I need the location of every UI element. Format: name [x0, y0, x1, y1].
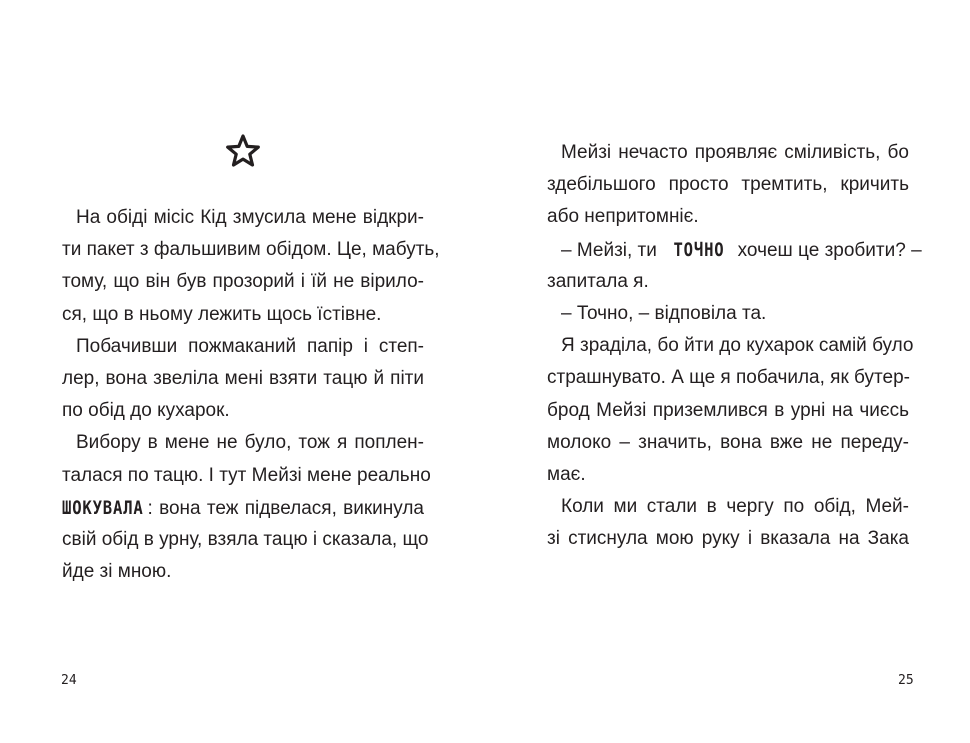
- shock-line-rest: : вона теж підвелася, викинула: [147, 497, 424, 519]
- text-line: по обід до кухарок.: [62, 400, 230, 422]
- text-line: запитала я.: [547, 270, 649, 292]
- text-line: Побачивши пожмаканий папір і степ-: [76, 335, 424, 357]
- right-page: [485, 0, 970, 743]
- text-line: молоко – значить, вона вже не переду-: [547, 431, 909, 453]
- star-icon: [225, 133, 261, 169]
- right-body-text: [547, 137, 922, 555]
- text-line: талася по тацю. І тут Мейзі мене реально: [62, 464, 431, 486]
- text-line: ся, що в ньому лежить щось їстівне.: [62, 303, 382, 325]
- text-line: зі стиснула мою руку і вказала на Зака: [547, 528, 909, 550]
- text-line: Мейзі нечасто проявляє сміливість, бо: [561, 142, 909, 163]
- text-line: лер, вона звеліла мені взяти тацю й піти: [62, 367, 424, 389]
- text-line: Я зраділа, бо йти до кухарок самій було: [561, 335, 914, 357]
- text-line: страшнувато. А ще я побачила, як бутер-: [547, 367, 910, 389]
- text-line: або непритомніє.: [547, 206, 699, 228]
- text-line: йде зі мною.: [62, 561, 172, 583]
- text-line: На обіді місіс Кід змусила мене відкри-: [76, 207, 424, 228]
- text-line: брод Мейзі приземлився в урні на чиєсь: [547, 399, 909, 421]
- dialog-pre: – Мейзі, ти: [561, 239, 663, 261]
- page-number-left: 24: [61, 673, 77, 688]
- page-number-right: 25: [898, 673, 914, 688]
- handwritten-tochno-word: ТОЧНО: [673, 238, 725, 261]
- text-line: свій обід в урну, взяла тацю і сказала, що: [62, 528, 429, 550]
- text-line: Вибору в мене не було, тож я поплен-: [76, 432, 424, 454]
- text-line: здебільшого просто тремтить, кричить: [547, 174, 909, 196]
- dialog-post: хочеш це зробити? –: [732, 239, 922, 261]
- text-line: тому, що він був прозорий і їй не вірило-: [62, 271, 424, 293]
- handwritten-shock-word: ШОКУВАЛА: [62, 496, 144, 519]
- text-line-shock: [62, 492, 424, 524]
- left-body-text: [62, 202, 440, 588]
- text-line: – Точно, – відповіла та.: [561, 302, 767, 324]
- text-line: має.: [547, 463, 586, 485]
- text-line: ти пакет з фальшивим обідом. Це, мабуть,: [62, 239, 440, 261]
- text-line-dialog: [547, 234, 922, 266]
- text-line: Коли ми стали в чергу по обід, Мей-: [561, 496, 909, 518]
